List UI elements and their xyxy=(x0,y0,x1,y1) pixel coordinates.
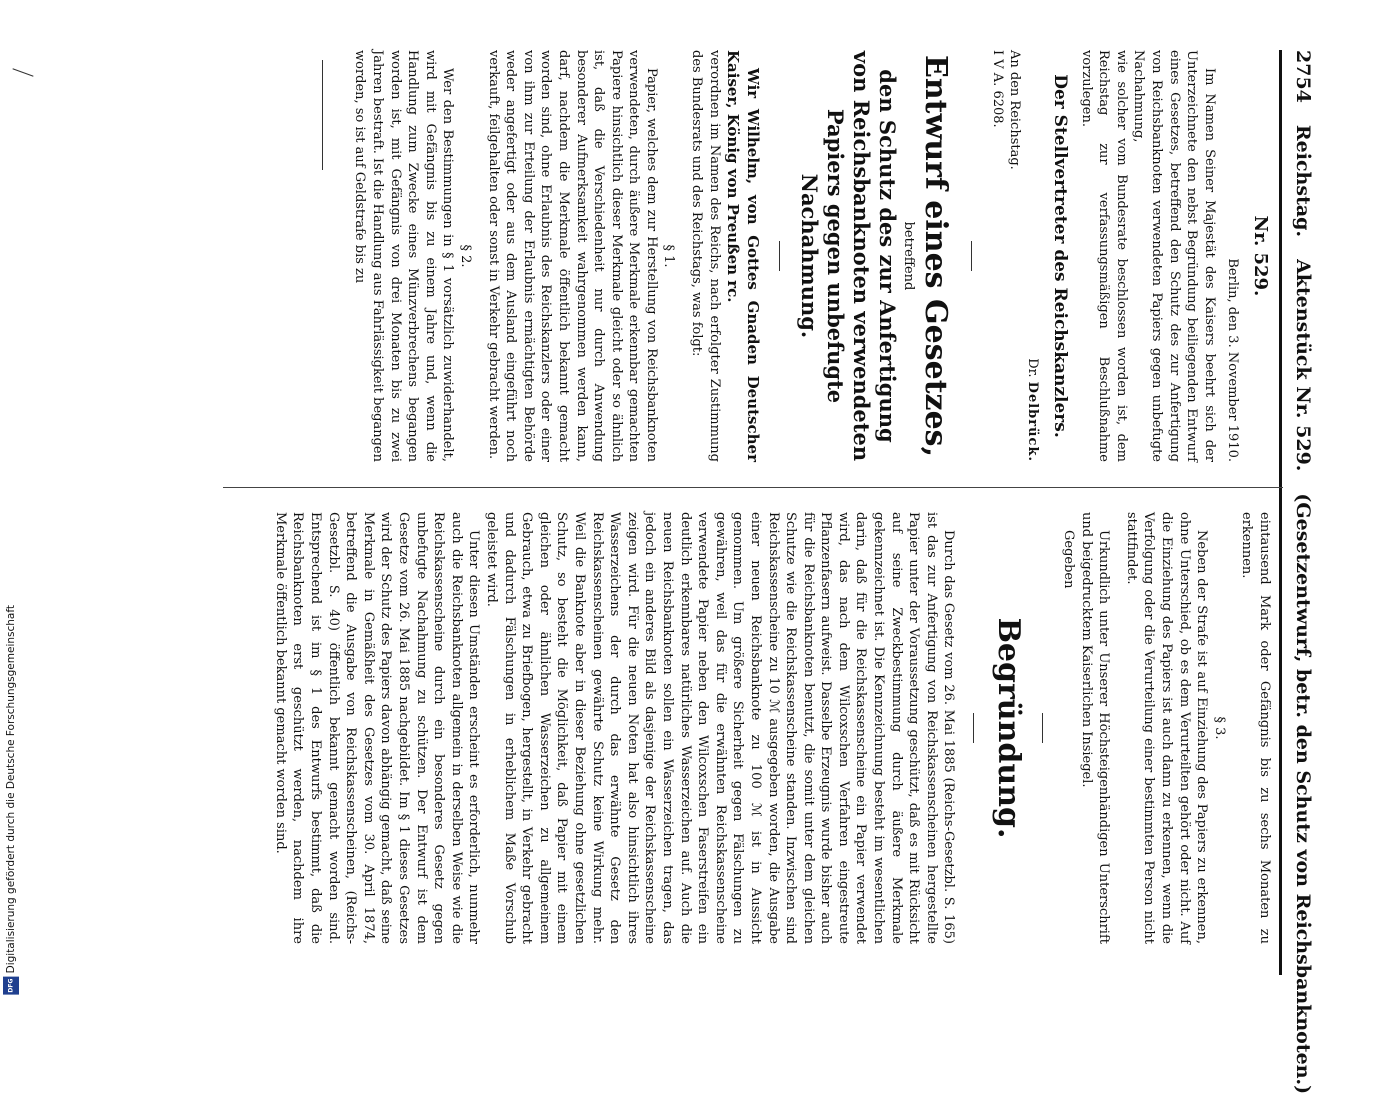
preamble-line-2: verordnen im Namen des Reichs, nach erfolgter Zustimmung des Bundesrats und des Reichstags, was folgt: xyxy=(689,50,722,462)
separator xyxy=(973,713,974,743)
page-header xyxy=(1283,50,1323,1094)
document-number: Nr. 529. xyxy=(1250,215,1271,297)
section-2-heading: § 2. xyxy=(457,244,473,268)
header-subject: (Gesetzentwurf, betr. den Schutz von Reichsbanknoten.) xyxy=(1292,493,1314,1094)
signatory-prefix: Dr. xyxy=(1025,358,1041,378)
preamble-line-1: Wir Wilhelm, von Gottes Gnaden Deutscher Kaiser, König von Preußen rc. xyxy=(723,50,762,462)
place-date: Berlin, den 3. November 1910. xyxy=(1225,258,1241,462)
page-number: 2754 xyxy=(1292,50,1314,103)
separator xyxy=(1042,713,1043,743)
separator xyxy=(779,241,780,271)
given-line: Gegeben xyxy=(1061,530,1077,589)
digitization-credit xyxy=(0,605,22,995)
credit-text: Digitalisierung gefördert durch die Deutsche Forschungsgemeinschaft xyxy=(5,605,17,974)
reference-number: I V A. 6208. xyxy=(989,50,1005,128)
intro-paragraph-continued: wie solcher vom Bundesrate beschlossen worden ist, dem Reichstag zur verfassungsmäßigen Beschlußnahme vorzulegen. xyxy=(1078,50,1129,462)
column-divider xyxy=(223,487,1283,488)
right-column xyxy=(271,512,1273,944)
intro-paragraph: Im Namen Seiner Majestät des Kaisers beehrt sich der Unterzeichnete den nebst Begründung beiliegenden Entwurf eines Gesetzes, betreffend den Schutz des zur Anfertigung von Reichsbanknoten verwendeten Papiers gegen unbefugte Nachahmung, xyxy=(1131,50,1217,462)
draft-betreffend: betreffend xyxy=(901,221,917,291)
draft-subject: den Schutz des zur Anfertigung von Reichsbanknoten verwendeten Papiers gegen unbefugte Nachahmung. xyxy=(796,50,900,462)
left-column xyxy=(351,50,1273,462)
signatory-name: Delbrück. xyxy=(1025,381,1041,462)
dfg-logo: DFG xyxy=(3,977,19,995)
section-1-text: Papier, welches dem zur Herstellung von Reichsbanknoten verwendeten, durch äußere Merkmale erkennbar gemachten Papiere hinsichtlich dieser Merkmale gleicht oder so ähnlich ist, daß die Verschiedenheit nur durch Anwendung besonderer Aufmerksamkeit wahrgenommen werden kann, darf, nachdem die Merkmale öffentlich bekannt gemacht worden sind, ohne Erlaubnis des Reichskanzlers oder einer von ihm zur Erteilung der Erlaubnis ermächtigten Behörde weder angefertigt oder aus dem Ausland eingeführt noch verkauft, feilgehalten oder sonst in Verkehr gebracht werden. xyxy=(485,50,659,462)
signature xyxy=(1023,50,1041,462)
addressee: An den Reichstag. xyxy=(1007,50,1023,170)
section-1-heading: § 1. xyxy=(661,244,677,268)
begruendung-paragraph-1: Durch das Gesetz vom 26. Mai 1885 (Reichs-Gesetzbl. S. 165) ist das zur Anfertigung von Reichskassenscheinen hergestellte Papier unter der Voraussetzung geschützt, daß es mit Rücksicht auf seine Zweckbestimmung durch äußere Merkmale gekennzeichnet ist. Die Kennzeichnung besteht im wesentlichen darin, daß für die Reichskassenscheine ein Papier verwendet wird, das nach dem Wilcoxschen Verfahren eingestreute Pflanzenfasern aufweist. Dasselbe Erzeugnis wurde bisher auch für die Reichsbanknoten benutzt, die somit unter dem gleichen Schutze wie die Reichskassenscheine standen. Inzwischen sind Reichskassenscheine zu 10 ℳ ausgegeben worden, die Ausgabe einer neuen Reichsbanknote zu 100 ℳ ist in Aussicht genommen. Um größere Sicherheit gegen Fälschungen zu gewähren, weil das für die erwähnten Reichskassenscheine verwendete Papier neben den Wilcoxschen Faserstreifen ein deutlich erkennbares natürliches Wasserzeichen auf. Auch die neuen Reichsbanknoten sollen ein Wasserzeichen tragen, das jedoch ein anderes Bild als dasjenige der Reichskassenscheine zeigen wird. Für die neuen Noten hat also hinsichtlich ihres Wasserzeichens der durch das erwähnte Gesetz den Reichskassenscheinen gewährte Schutz keine Wirkung mehr. Weil die Banknote aber in dieser Beziehung ohne gesetzlichen Schutz, so besteht die Möglichkeit, daß Papier mit einem gleichen oder ähnlichen Wasserzeichen zu allgemeinem Gebrauch, etwa zu Briefbogen, hergestellt, in Verkehr gebracht und dadurch Fälschungen in erheblichem Maße Vorschub geleistet wird. xyxy=(484,512,957,944)
closing-formula: Urkundlich unter Unserer Höchsteigenhändigen Unterschrift und beigedrucktem Kaiserlichen Insiegel. xyxy=(1078,512,1112,944)
section-3-heading: § 3. xyxy=(1211,716,1227,740)
signatory-title: Der Stellvertreter des Reichskanzlers. xyxy=(1050,74,1071,438)
begruendung-title: Begründung. xyxy=(991,617,1027,839)
section-3-text: Neben der Strafe ist auf Einziehung des Papiers zu erkennen, ohne Unterschied, ob es dem Verurteilten gehört oder nicht. Auf die Einziehung des Papiers ist auch dann zu erkennen, wenn die Verfolgung oder die Verurteilung einer bestimmten Person nicht stattfindet. xyxy=(1123,512,1210,944)
edge-mark xyxy=(322,60,323,170)
draft-title: Entwurf eines Gesetzes, xyxy=(918,54,954,458)
separator xyxy=(971,241,972,271)
header-issue: Aktenstück Nr. 529. xyxy=(1292,259,1314,472)
header-publication: Reichstag. xyxy=(1292,124,1314,238)
section-2-text: Wer den Bestimmungen in § 1 vorsätzlich zuwiderhandelt, wird mit Gefängnis bis zu einem Jahre und, wenn die Handlung zum Zwecke eines Münzverbrechens begangen worden ist, mit Gefängnis von drei Monaten bis zu zwei Jahren bestraft. Ist die Handlung aus Fahrlässigkeit begangen worden, so ist auf Geldstrafe bis zu xyxy=(352,50,456,462)
section-2-continuation: eintausend Mark oder Gefängnis bis zu sechs Monaten zu erkennen. xyxy=(1239,512,1272,944)
header-rule xyxy=(1279,50,1282,975)
begruendung-paragraph-2: Unter diesen Umständen erscheint es erforderlich, nunmehr auch die Reichsbanknoten allgemein in derselben Weise wie die Reichskassenscheine durch ein besonderes Gesetz gegen unbefugte Nachahmung zu schützen. Der Entwurf ist dem Gesetze vom 26. Mai 1885 nachgebildet. Im § 1 dieses Gesetzes wird der Schutz des Papiers davon abhängig gemacht, daß seine Merkmale in Gemäßheit des Gesetzes vom 30. April 1874, betreffend die Ausgabe von Reichskassenscheinen, (Reichs-Gesetzbl. S. 40) öffentlich bekannt gemacht worden sind. Entsprechend ist im § 1 des Entwurfs bestimmt, daß die Reichsbanknoten erst geschützt werden, nachdem ihre Merkmale öffentlich bekannt gemacht worden sind. xyxy=(272,512,482,944)
